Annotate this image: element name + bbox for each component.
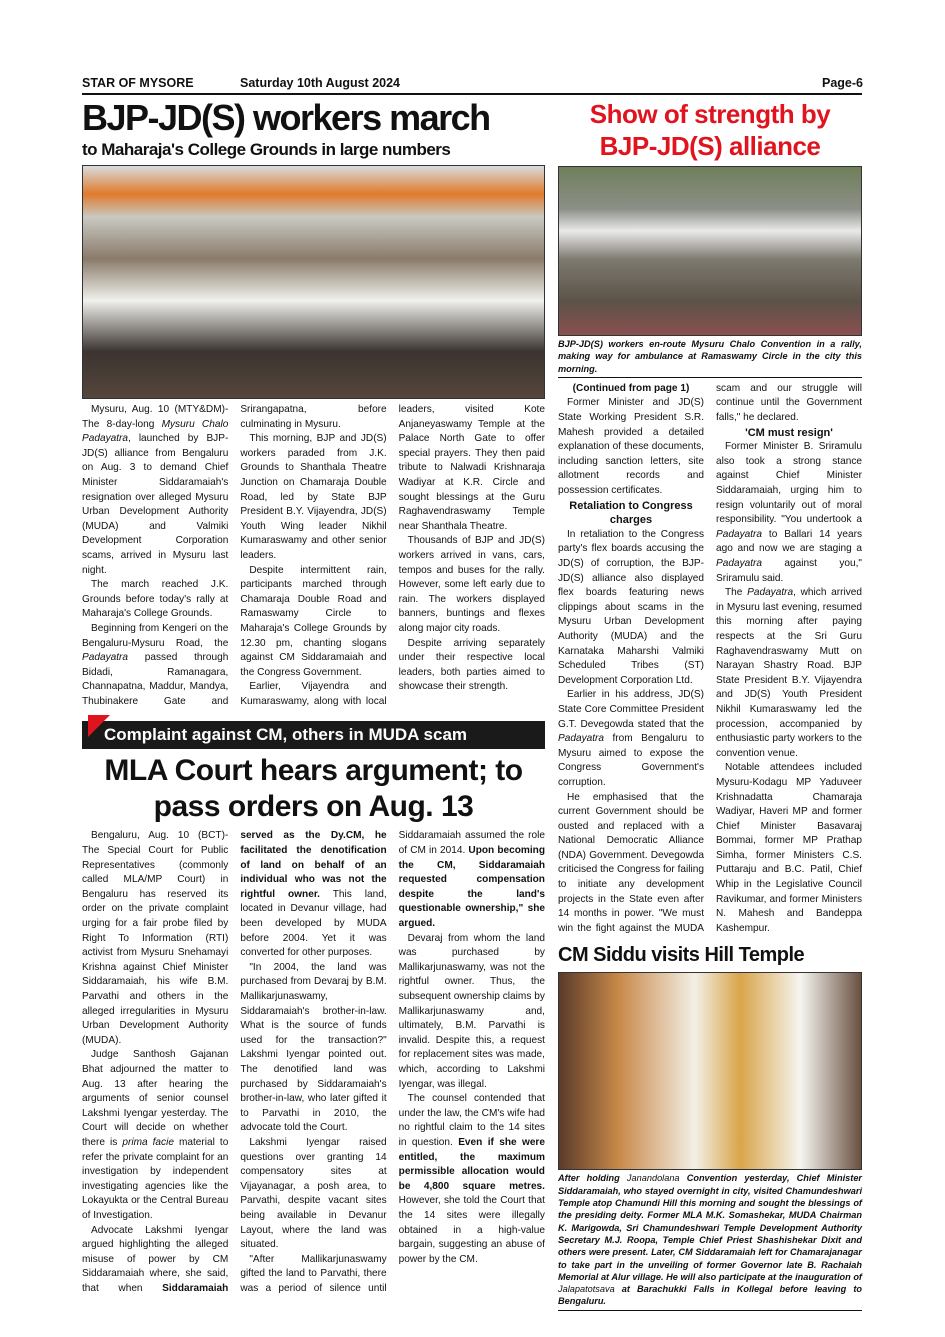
text-run: After holding	[558, 1173, 627, 1184]
text-run: Devaraj from whom the land was purchased by Mallikarjunaswamy, was not the rightful owner. Thus, the subsequent ownership claims by Mallikarjunaswamy and, ultimately, B.M. Parvathi is invalid. Despite this, a request for replacement sites was made, which, according to Lakshmi Iyengar, was illegal.	[398, 932, 545, 1090]
text-run: (Continued from page 1)	[572, 382, 690, 394]
article1-headline: BJP-JD(S) workers march	[82, 97, 490, 138]
article2-headline: Show of strength by BJP-JD(S) alliance	[589, 99, 831, 161]
paragraph	[240, 1136, 386, 1253]
text-run: "After Mallikarjunaswamy gifted the land to Parvathi, there was a period of silence until Siddaramaiah assumed the role of CM in 2014.	[240, 830, 545, 1294]
article3-body	[82, 829, 545, 1296]
text-run: Mysuru Chalo Padayatra	[82, 418, 229, 445]
text-run: 'CM must resign'	[745, 426, 833, 439]
paragraph	[240, 432, 386, 563]
paragraph	[82, 829, 228, 1048]
text-run: Jalapatotsava	[558, 1284, 615, 1295]
text-run: material to refer the private complaint for an investigation by independent investigating agencies like the Lokayukta or the Central Bureau of Investigation.	[82, 1136, 229, 1221]
text-run: Lakshmi Iyengar raised questions over granting 14 compensatory sites at Vijayanagar, a posh area, to Parvathi, despite vacant sites being available in Devanur Layout, where the land was situated.	[240, 1136, 387, 1251]
masthead-date: Saturday 10th August 2024	[240, 76, 401, 90]
text-run: Convention yesterday, Chief Minister Siddaramaiah, who stayed overnight in city, visited Chamundeshwari Temple atop Chamundi Hill this morning and sought the blessings of the presiding deity. Former MLA M.K. Somashekar, MUDA Chairman K. Marigowda, Sri Chamundeshwari Temple Development Authority Secretary M.J. Roopa, Temple Chief Priest Shashishekar Dixit and others were present. Later, CM Siddaramaiah left for Chamarajanagar to take part in the unveiling of former Governor late B. Rachaiah Memorial at Alur village. He will also participate at the inauguration of	[558, 1173, 862, 1282]
text-run: Despite arriving separately under their respective local leaders, both parties aimed to showcase their strength.	[398, 637, 545, 693]
text-run: Judge Santhosh Gajanan Bhat adjourned the matter to Aug. 13 after hearing the arguments of senior counsel Lakshmi Iyengar yesterday. The Court will decide on whether there is	[82, 1049, 229, 1148]
text-run: Upon becoming the CM, Siddaramaiah requested compensation despite the land's questionable ownership," she argued.	[398, 845, 545, 930]
paragraph	[240, 961, 386, 1136]
red-corner-marker	[88, 715, 110, 737]
masthead-paper-name: STAR OF MYSORE	[82, 76, 194, 90]
paragraph	[82, 403, 228, 578]
text-run: Janandolana	[626, 1173, 680, 1184]
text-run: Padayatra	[716, 558, 763, 570]
text-run: Despite intermittent rain, participants marched through Chamaraja Double Road and Ramaswamy Circle to Maharaja's College Grounds by 12.30 pm, chanting slogans against CM Siddaramaiah and the Congress Government.	[240, 564, 387, 678]
text-run: prima facie	[122, 1136, 174, 1148]
text-run: Padayatra	[82, 652, 129, 664]
article2-photo-caption: BJP-JD(S) workers en-route Mysuru Chalo Convention in a rally, making way for ambulance at Ramaswamy Circle in the city this morning.	[558, 338, 862, 378]
article4-photo-caption	[558, 1172, 862, 1310]
ambulance-rally-photo	[558, 166, 862, 336]
paragraph	[240, 564, 386, 681]
page-number: Page-6	[822, 76, 863, 90]
subheading	[558, 499, 704, 528]
article3-kicker-bar	[82, 721, 545, 749]
article1-subheadline: to Maharaja's College Grounds in large numbers	[82, 140, 451, 159]
paragraph	[558, 688, 704, 790]
text-run: Notable attendees included Mysuru-Kodagu MP Yaduveer Krishnadatta Chamaraja Wadiyar, Haveri MP and former Chief Minister Basavaraj Bommai, former MP Prathap Simha, former Ministers C.S. Puttaraju and B.C. Patil, Chief Whip in the Legislative Council Ravikumar, and former Ministers N. Mahesh and Bandeppa Kashempur.	[716, 762, 862, 934]
text-run: He emphasised that the current Government should be ousted and replaced with a National Democratic Alliance (NDA) Government. Devegowda criticised the Congress for failing to initiate any development projects in the State even after 14 months in power. "We must win the fight against the MUDA scam and our struggle will continue until the Government falls," he declared.	[558, 382, 862, 934]
right-column	[558, 98, 862, 1311]
text-run: Thousands of BJP and JD(S) workers arrived in vans, cars, tempos and buses for the rally. However, some left early due to rain. The workers displayed banners, buntings and flexes along major city roads.	[398, 535, 545, 634]
paragraph	[716, 586, 862, 761]
text-run: Siddaramaiah served as the Dy.CM, he facilitated the denotification of land on behalf of an individual who was not the rightful owner.	[162, 830, 387, 1294]
left-column	[82, 97, 545, 1296]
text-run: However, she told the Court that the 14 sites were illegally obtained in a high-value bargain, suggesting an abuse of power by the CM.	[398, 1195, 545, 1265]
paragraph	[399, 932, 545, 1093]
text-run: The march reached J.K. Grounds before today's rally at Maharaja's College Grounds.	[82, 579, 229, 620]
article2-body	[558, 382, 862, 937]
paragraph	[716, 440, 862, 586]
paragraph	[399, 637, 545, 695]
text-run: Retaliation to Congress charges	[569, 499, 693, 527]
text-run: at Barachukki Falls in Kollegal before leaving to Bengaluru.	[558, 1284, 862, 1307]
subheading	[716, 426, 862, 441]
text-run: This morning, BJP and JD(S) workers paraded from J.K. Grounds to Shanthala Theatre Junction on Chamaraja Double Road, led by State BJP President B.Y. Vijayendra, JD(S) Youth Wing leader Nikhil Kumaraswamy and other senior leaders.	[240, 433, 387, 561]
text-run: Advocate Lakshmi Iyengar argued highlighting the alleged misuse of power by CM Siddaramaiah where, she said, that when	[82, 1224, 229, 1294]
paragraph	[399, 534, 545, 636]
text-run: In retaliation to the Congress party's flex boards accusing the JD(S) of corruption, the BJP-JD(S) alliance also displayed flex boards featuring news clippings about scams in the Mysuru Urban Development Authority (MUDA) and the Karnataka Maharshi Valmiki Scheduled Tribes (ST) Development Corporation Ltd.	[558, 528, 704, 686]
article3-headline: MLA Court hears argument; to pass orders on Aug. 13	[104, 754, 523, 824]
paragraph	[82, 578, 228, 622]
text-run: Former Minister B. Sriramulu also took a strong stance against Chief Minister Siddaramaiah, urging him to resign voluntarily out of moral responsibility. "You undertook a	[716, 441, 862, 526]
text-run: Former Minister and JD(S) State Working President S.R. Mahesh provided a detailed explanation of these documents, including sanction letters, site allotment records and possession certificates.	[558, 397, 704, 497]
text-run: Beginning from Kengeri on the Bengaluru-Mysuru Road, the	[82, 622, 229, 649]
text-run: Earlier in his address, JD(S) State Core Committee President G.T. Devegowda stated that the	[558, 689, 704, 730]
paragraph	[716, 761, 862, 936]
text-run: passed through Bidadi, Ramanagara, Channapatna, Maddur, Mandya, Thubinakere Gate and Srirangapatna, before culminating in Mysuru.	[82, 404, 387, 707]
masthead-rule	[82, 93, 862, 95]
text-run: , launched by BJP-JD(S) alliance from Bengaluru on Aug. 3 to demand Chief Minister Siddaramaiah's resignation over alleged Mysuru Urban Development Authority (MUDA) and Valmiki Development Corporation scams, arrived in Mysuru last night.	[82, 433, 229, 576]
text-run: from Bengaluru to Mysuru aimed to expose the Congress Government's corruption.	[558, 733, 704, 788]
text-run: against you," Sriramulu said.	[716, 558, 862, 584]
text-run: to Ballari 14 years ago and now we are staging a	[716, 528, 862, 555]
article3-kicker: Complaint against CM, others in MUDA scam	[82, 721, 545, 749]
text-run: Even if she were entitled, the maximum permissible allocation would be 4,800 square metres.	[398, 1136, 545, 1192]
text-run: , which arrived in Mysuru last evening, resumed this morning after paying respects at the Sri Guru Raghavendraswamy Mutt on Narayan Shastry Road. BJP State President B.Y. Vijayendra and JD(S) Youth President Nikhil Kumaraswamy led the procession, accompanied by enthusiastic party workers to the convention venue.	[716, 587, 862, 759]
text-run: Padayatra	[747, 587, 794, 599]
text-run: The	[725, 587, 748, 599]
text-run: Earlier, Vijayendra and Kumaraswamy, along with local leaders, visited Kote Anjaneyaswamy Temple at the Palace North Gate to offer special prayers. They then paid tribute to Nalwadi Krishnaraja Wadiyar at K.R. Circle and sought blessings at the Guru Raghavendraswamy Temple near Shanthala Theatre.	[240, 404, 545, 707]
paragraph	[82, 1048, 228, 1223]
article1-body	[82, 403, 545, 709]
paragraph	[399, 1092, 545, 1267]
text-run: Mysuru, Aug. 10 (MTY&DM)- The 8-day-long	[82, 404, 229, 430]
text-run: "In 2004, the land was purchased from Devaraj by B.M. Mallikarjunaswamy, Siddaramaiah's brother-in-law. What is the source of funds used for the transaction?" Lakshmi Iyengar pointed out. The denotified land was purchased by Siddaramaiah's brother-in-law, who later gifted it to Parvathi in 2010, the advocate told the Court.	[240, 961, 387, 1134]
article4-headline: CM Siddu visits Hill Temple	[558, 944, 805, 967]
paragraph	[558, 528, 704, 689]
continued-note	[558, 382, 704, 397]
text-run: This land, located in Devanur village, had been developed by MUDA before 2004. Yet it was converted for other purposes.	[240, 888, 387, 959]
text-run: Padayatra	[558, 733, 605, 745]
text-run: Bengaluru, Aug. 10 (BCT)- The Special Court for Public Representatives (commonly called MLA/MP Court) in Bengaluru has reserved its order on the private complaint urging for a fair probe filed by Right To Information (RTI) activist from Mysuru Snehamayi Krishna against Chief Minister Siddaramaiah, his wife B.M. Parvathi and others in the alleged irregularities in Mysuru Urban Development Authority (MUDA).	[82, 830, 229, 1046]
text-run: Padayatra	[716, 528, 763, 540]
hill-temple-photo	[558, 972, 862, 1170]
rally-photo	[82, 165, 545, 399]
text-run: The counsel contended that under the law, the CM's wife had no rightful claim to the 14 sites in question.	[398, 1093, 545, 1148]
paragraph	[558, 396, 704, 498]
